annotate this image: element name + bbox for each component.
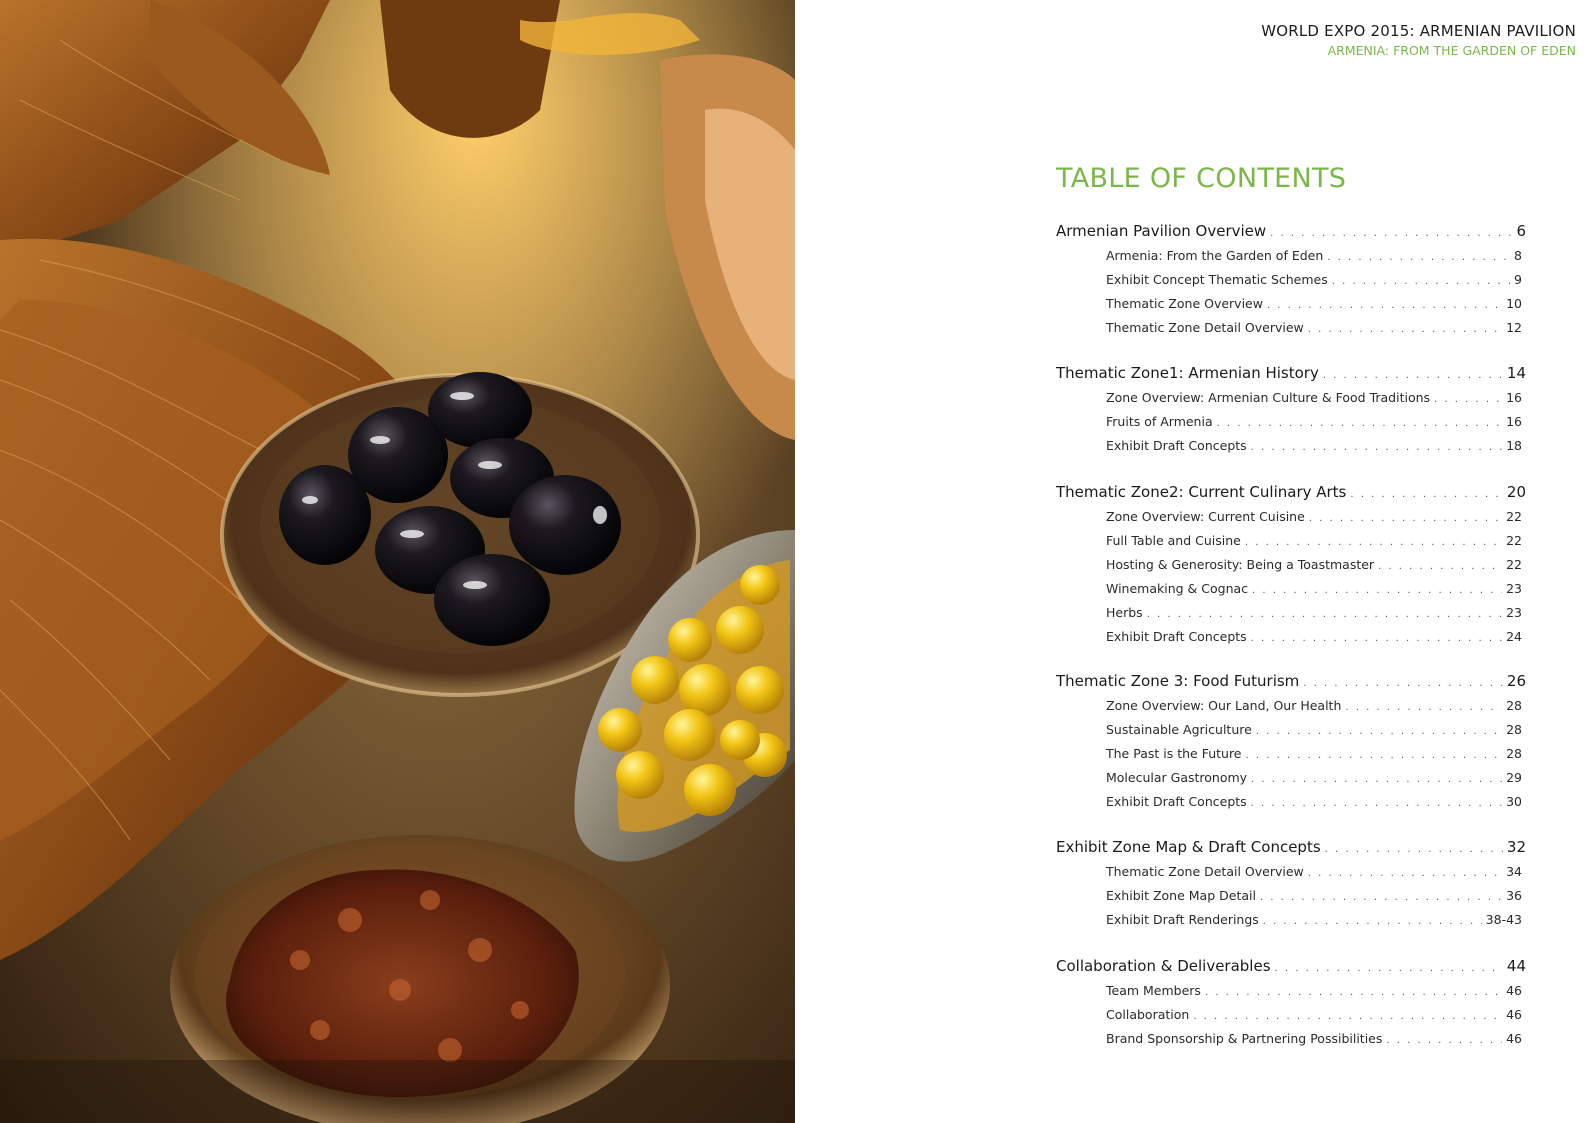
toc-entry-title: Collaboration & Deliverables (1056, 957, 1271, 975)
dot-leader (1303, 678, 1503, 689)
toc-entry-title: Thematic Zone Detail Overview (1106, 864, 1304, 879)
toc-subsection[interactable] (1106, 272, 1522, 287)
toc-entry-title: Zone Overview: Armenian Culture & Food Traditions (1106, 390, 1431, 405)
toc-entry-title: Full Table and Cuisine (1106, 533, 1241, 548)
toc-page-number: 28 (1506, 722, 1522, 737)
toc-subsection[interactable] (1106, 248, 1522, 263)
toc-entry-title: Armenia: From the Garden of Eden (1106, 248, 1324, 263)
toc-page-number: 22 (1506, 509, 1522, 524)
toc-entry-title: Sustainable Agriculture (1106, 722, 1252, 737)
toc-page-number: 38-43 (1485, 912, 1522, 927)
toc-subsection[interactable] (1106, 438, 1522, 453)
dot-leader (1245, 537, 1502, 548)
toc-entry-title: Armenian Pavilion Overview (1056, 222, 1267, 240)
dot-leader (1345, 702, 1502, 713)
dot-leader (1323, 370, 1503, 381)
toc-section[interactable] (1056, 483, 1526, 501)
toc-subsection[interactable] (1106, 414, 1522, 429)
toc-entry-title: Exhibit Draft Concepts (1106, 438, 1247, 453)
toc-page-number: 23 (1506, 605, 1522, 620)
dot-leader (1308, 324, 1502, 335)
toc-section[interactable] (1056, 364, 1526, 382)
toc-subsection[interactable] (1106, 605, 1522, 620)
toc-entry-title: Thematic Zone 3: Food Futurism (1056, 672, 1300, 690)
toc-subsection[interactable] (1106, 912, 1522, 927)
toc-subsection[interactable] (1106, 1007, 1522, 1022)
dot-leader (1246, 750, 1503, 761)
dot-leader (1267, 300, 1502, 311)
toc-subsection[interactable] (1106, 698, 1522, 713)
toc-subsection[interactable] (1106, 390, 1522, 405)
toc-entry-title: Collaboration (1106, 1007, 1190, 1022)
toc-list (795, 0, 1588, 1123)
dot-leader (1270, 228, 1512, 239)
toc-subsection[interactable] (1106, 629, 1522, 644)
toc-entry-title: Hosting & Generosity: Being a Toastmaster (1106, 557, 1375, 572)
toc-page-number: 29 (1506, 770, 1522, 785)
dot-leader (1309, 513, 1502, 524)
toc-entry-title: Zone Overview: Our Land, Our Health (1106, 698, 1342, 713)
dot-leader (1260, 892, 1502, 903)
toc-entry-title: Thematic Zone Detail Overview (1106, 320, 1304, 335)
toc-subsection[interactable] (1106, 320, 1522, 335)
toc-entry-title: Thematic Zone1: Armenian History (1056, 364, 1319, 382)
toc-page-number: 8 (1514, 248, 1522, 263)
toc-entry-title: Exhibit Draft Renderings (1106, 912, 1259, 927)
toc-page-number: 14 (1506, 364, 1526, 382)
dot-leader (1327, 252, 1510, 263)
dot-leader (1251, 442, 1502, 453)
toc-page-number: 46 (1506, 1007, 1522, 1022)
toc-page-number: 23 (1506, 581, 1522, 596)
toc-subsection[interactable] (1106, 557, 1522, 572)
toc-page-number: 6 (1516, 222, 1526, 240)
toc-subsection[interactable] (1106, 581, 1522, 596)
toc-page-number: 22 (1506, 557, 1522, 572)
document-title: WORLD EXPO 2015: ARMENIAN PAVILION (1261, 22, 1576, 40)
toc-page (795, 0, 1588, 1123)
toc-subsection[interactable] (1106, 296, 1522, 311)
toc-page-number: 12 (1506, 320, 1522, 335)
toc-page-number: 28 (1506, 698, 1522, 713)
toc-subsection[interactable] (1106, 746, 1522, 761)
toc-page-number: 36 (1506, 888, 1522, 903)
toc-page-number: 44 (1506, 957, 1526, 975)
dot-leader (1434, 394, 1502, 405)
dot-leader (1147, 609, 1502, 620)
dot-leader (1275, 963, 1503, 974)
dot-leader (1308, 868, 1502, 879)
toc-page-number: 46 (1506, 1031, 1522, 1046)
toc-section[interactable] (1056, 222, 1526, 240)
dot-leader (1332, 276, 1510, 287)
toc-entry-title: Brand Sponsorship & Partnering Possibilities (1106, 1031, 1383, 1046)
toc-subsection[interactable] (1106, 509, 1522, 524)
toc-entry-title: Exhibit Draft Concepts (1106, 629, 1247, 644)
toc-entry-title: Zone Overview: Current Cuisine (1106, 509, 1305, 524)
toc-subsection[interactable] (1106, 1031, 1522, 1046)
toc-subsection[interactable] (1106, 770, 1522, 785)
toc-section[interactable] (1056, 838, 1526, 856)
toc-page-number: 16 (1506, 414, 1522, 429)
dot-leader (1251, 633, 1502, 644)
toc-page-number: 24 (1506, 629, 1522, 644)
dot-leader (1378, 561, 1502, 572)
toc-heading: TABLE OF CONTENTS (1056, 163, 1347, 194)
toc-subsection[interactable] (1106, 533, 1522, 548)
document-subtitle: ARMENIA: FROM THE GARDEN OF EDEN (1327, 43, 1576, 58)
toc-entry-title: Exhibit Zone Map Detail (1106, 888, 1256, 903)
toc-entry-title: Exhibit Draft Concepts (1106, 794, 1247, 809)
toc-page-number: 32 (1506, 838, 1526, 856)
toc-page-number: 10 (1506, 296, 1522, 311)
dot-leader (1217, 418, 1502, 429)
toc-page-number: 9 (1514, 272, 1522, 287)
toc-page-number: 46 (1506, 983, 1522, 998)
toc-entry-title: Winemaking & Cognac (1106, 581, 1249, 596)
toc-page-number: 34 (1506, 864, 1522, 879)
toc-subsection[interactable] (1106, 794, 1522, 809)
dot-leader (1350, 489, 1503, 500)
toc-subsection[interactable] (1106, 722, 1522, 737)
toc-entry-title: Thematic Zone Overview (1106, 296, 1263, 311)
toc-entry-title: The Past is the Future (1106, 746, 1242, 761)
dot-leader (1256, 726, 1502, 737)
toc-page-number: 26 (1506, 672, 1526, 690)
toc-subsection[interactable] (1106, 888, 1522, 903)
dot-leader (1193, 1011, 1502, 1022)
toc-page-number: 28 (1506, 746, 1522, 761)
toc-subsection[interactable] (1106, 983, 1522, 998)
toc-section[interactable] (1056, 957, 1526, 975)
toc-entry-title: Exhibit Zone Map & Draft Concepts (1056, 838, 1321, 856)
dot-leader (1386, 1035, 1502, 1046)
toc-entry-title: Exhibit Concept Thematic Schemes (1106, 272, 1328, 287)
toc-page-number: 16 (1506, 390, 1522, 405)
toc-page-number: 30 (1506, 794, 1522, 809)
dot-leader (1263, 916, 1482, 927)
toc-page-number: 22 (1506, 533, 1522, 548)
toc-entry-title: Team Members (1106, 983, 1201, 998)
dot-leader (1251, 774, 1502, 785)
dot-leader (1325, 844, 1503, 855)
toc-subsection[interactable] (1106, 864, 1522, 879)
toc-page-number: 18 (1506, 438, 1522, 453)
toc-entry-title: Fruits of Armenia (1106, 414, 1213, 429)
dot-leader (1205, 987, 1502, 998)
dot-leader (1251, 798, 1502, 809)
toc-section[interactable] (1056, 672, 1526, 690)
toc-page-number: 20 (1506, 483, 1526, 501)
toc-entry-title: Thematic Zone2: Current Culinary Arts (1056, 483, 1347, 501)
toc-entry-title: Herbs (1106, 605, 1143, 620)
toc-entry-title: Molecular Gastronomy (1106, 770, 1248, 785)
dot-leader (1252, 585, 1502, 596)
